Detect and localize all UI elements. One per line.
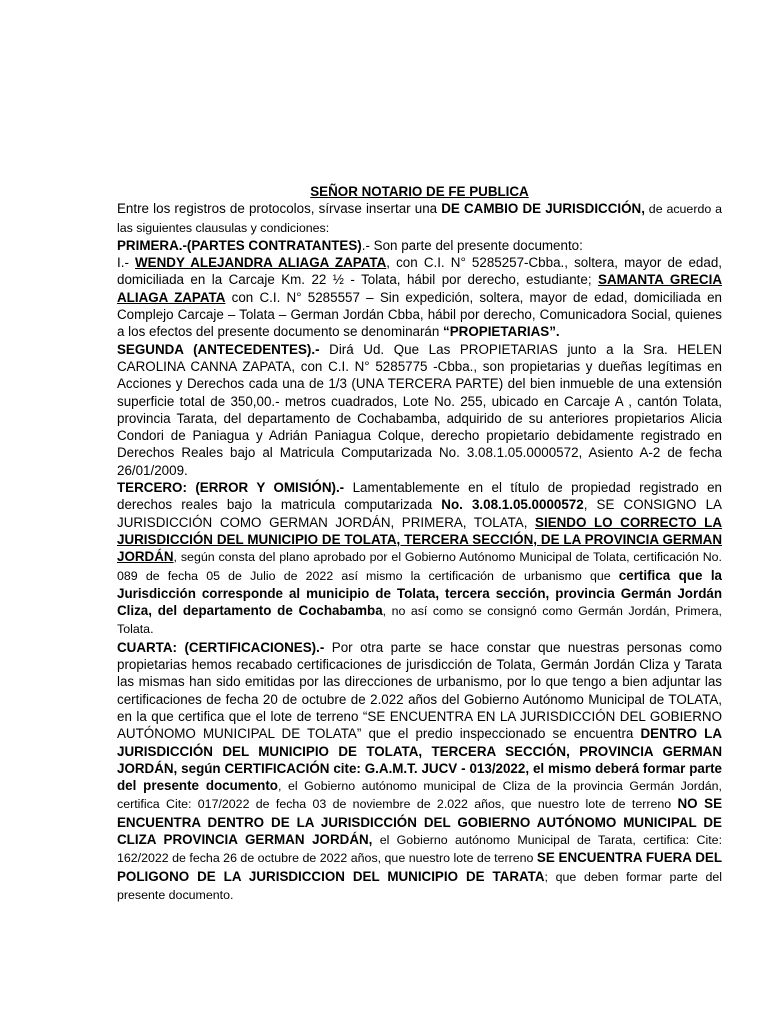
party-name-1: WENDY ALEJANDRA ALIAGA ZAPATA: [135, 255, 387, 271]
tercero-text-2: , SE CONSIGNO LA JURISDICCIÓN COMO GERMAN JORDÁN, PRIMERA, TOLATA,: [117, 497, 722, 530]
tercero-text-3: , según consta del plano aprobado por el Gobierno Autónomo Municipal de Tolata, certificación No. 089 de fecha 05 de Julio de 2022 así mismo la certificación de urbanismo que: [117, 550, 722, 583]
cuarta-bold-1: DENTRO LA JURISDICCIÓN DEL MUNICIPIO DE TOLATA, TERCERA SECCIÓN, PROVINCIA GERMAN JORDÁN, según CERTIFICACIÓN cite: G.A.M.T. JUCV - 013/2022, el mismo deberá formar parte del presente documento: [117, 726, 722, 794]
intro-paragraph: [117, 200, 722, 237]
intro-text-end: de acuerdo a las siguientes clausulas y condiciones:: [117, 202, 722, 235]
primera-heading: PRIMERA.-(PARTES CONTRATANTES): [117, 237, 362, 253]
tercero-matricula: No. 3.08.1.05.0000572: [441, 497, 584, 513]
party-prefix: I.-: [117, 255, 136, 271]
cuarta-bold-3: SE ENCUENTRA FUERA DEL POLIGONO DE LA JURISDICCION DEL MUNICIPIO DE TARATA: [117, 850, 722, 884]
document-page: [117, 183, 722, 904]
cuarta-text-1: Por otra parte se hace constar que nuestras personas como propietarias hemos recabado certificaciones de jurisdicción de Tolata, Germán Jordán Cliza y Tarata las mismas han sido emitidas por las direcciones de urbanismo, por lo que tengo a bien adjuntar las certificaciones de fecha 20 de octubre de 2.022 años del Gobierno Autónomo Municipal de TOLATA, en la que certifica que el lote de terreno “SE ENCUENTRA EN LA JURISDICCIÓN DEL GOBIERNO AUTÓNOMO MUNICIPAL DE TOLATA” que el predio inspeccionado se encuentra: [117, 639, 722, 742]
party-2-details: con C.I. N° 5285557 – Sin expedición, soltera, mayor de edad, domiciliada en Complejo Carcaje – Tolata – German Jordán Cbba, hábil por derecho, Comunicadora Social, quienes a los efectos del presente documento se denominarán: [117, 289, 722, 340]
clause-cuarta: [117, 639, 722, 904]
tercero-text-4: , no así como se consignó como Germán Jordán, Primera, Tolata.: [117, 604, 722, 637]
primera-rest: .- Son parte del presente documento:: [361, 237, 583, 253]
tercero-certifica: certifica que la Jurisdicción corresponde al municipio de Tolata, tercera sección, provincia Germán Jordán Cliza, del departamento de Cochabamba: [117, 567, 722, 619]
clause-segunda: [117, 341, 722, 479]
party-name-2: SAMANTA GRECIA ALIAGA ZAPATA: [117, 272, 722, 305]
segunda-text: Dirá Ud. Que Las PROPIETARIAS junto a la Sra. HELEN CAROLINA CANNA ZAPATA, con C.I. N° 5285775 -Cbba., son propietarias y dueñas legítimas en Acciones y Derechos cada una de 1/3 (UNA TERCERA PARTE) del bien inmueble de una extensión superficie total de 350,00.- metros cuadrados, Lote No. 255, ubicado en Carcaje A , cantón Tolata, provincia Tarata, del departamento de Cochabamba, adquirido de su anteriores propietarios Alicia Condori de Paniagua y Adrián Paniagua Colque, derecho propietario debidamente registrado en Derechos Reales bajo al Matricula Computarizada No. 3.08.1.05.0000572, Asiento A-2 de fecha 26/01/2009.: [117, 341, 722, 478]
tercero-text-1: Lamentablemente en el título de propiedad registrado en derechos reales bajo la matricula computarizada: [117, 480, 722, 513]
tercero-correcto: SIENDO LO CORRECTO LA JURISDICCIÓN DEL MUNICIPIO DE TOLATA, TERCERA SECCIÓN, DE LA PROVINCIA GERMAN JORDÁN: [117, 514, 722, 565]
intro-bold: DE CAMBIO DE JURISDICCIÓN,: [441, 201, 645, 217]
intro-text: Entre los registros de protocolos, sírvase insertar una: [117, 201, 442, 217]
cuarta-bold-2: NO SE ENCUENTRA DENTRO DE LA JURISDICCIÓN DEL GOBIERNO AUTÓNOMO MUNICIPAL DE CLIZA PROVINCIA GERMAN JORDÁN,: [117, 796, 723, 847]
clause-primera-body: [117, 254, 722, 340]
cuarta-text-4: ; que deben formar parte del presente documento.: [117, 869, 722, 902]
document-title: SEÑOR NOTARIO DE FE PUBLICA: [310, 184, 529, 199]
clause-primera-heading: [117, 237, 722, 254]
cuarta-heading: CUARTA: (CERTIFICACIONES).-: [117, 639, 325, 655]
propietarias-term: “PROPIETARIAS”.: [443, 324, 560, 340]
clause-tercero: [117, 479, 722, 639]
cuarta-text-2: , el Gobierno autónomo municipal de Cliza de la provincia Germán Jordán, certifica Cite: 017/2022 de fecha 03 de noviembre de 2.022 años, que nuestro lote de terreno: [117, 779, 722, 812]
party-1-details: , con C.I. N° 5285257-Cbba., soltera, mayor de edad, domiciliada en la Carcaje Km. 22 ½ - Tolata, hábil por derecho, estudiante;: [117, 255, 722, 288]
segunda-heading: SEGUNDA (ANTECEDENTES).-: [117, 341, 320, 357]
cuarta-text-3: el Gobierno autónomo Municipal de Tarata, certifica: Cite: 162/2022 de fecha 26 de octubre de 2022 años, que nuestro lote de terreno: [117, 832, 723, 866]
tercero-heading: TERCERO: (ERROR Y OMISIÓN).-: [117, 480, 345, 496]
